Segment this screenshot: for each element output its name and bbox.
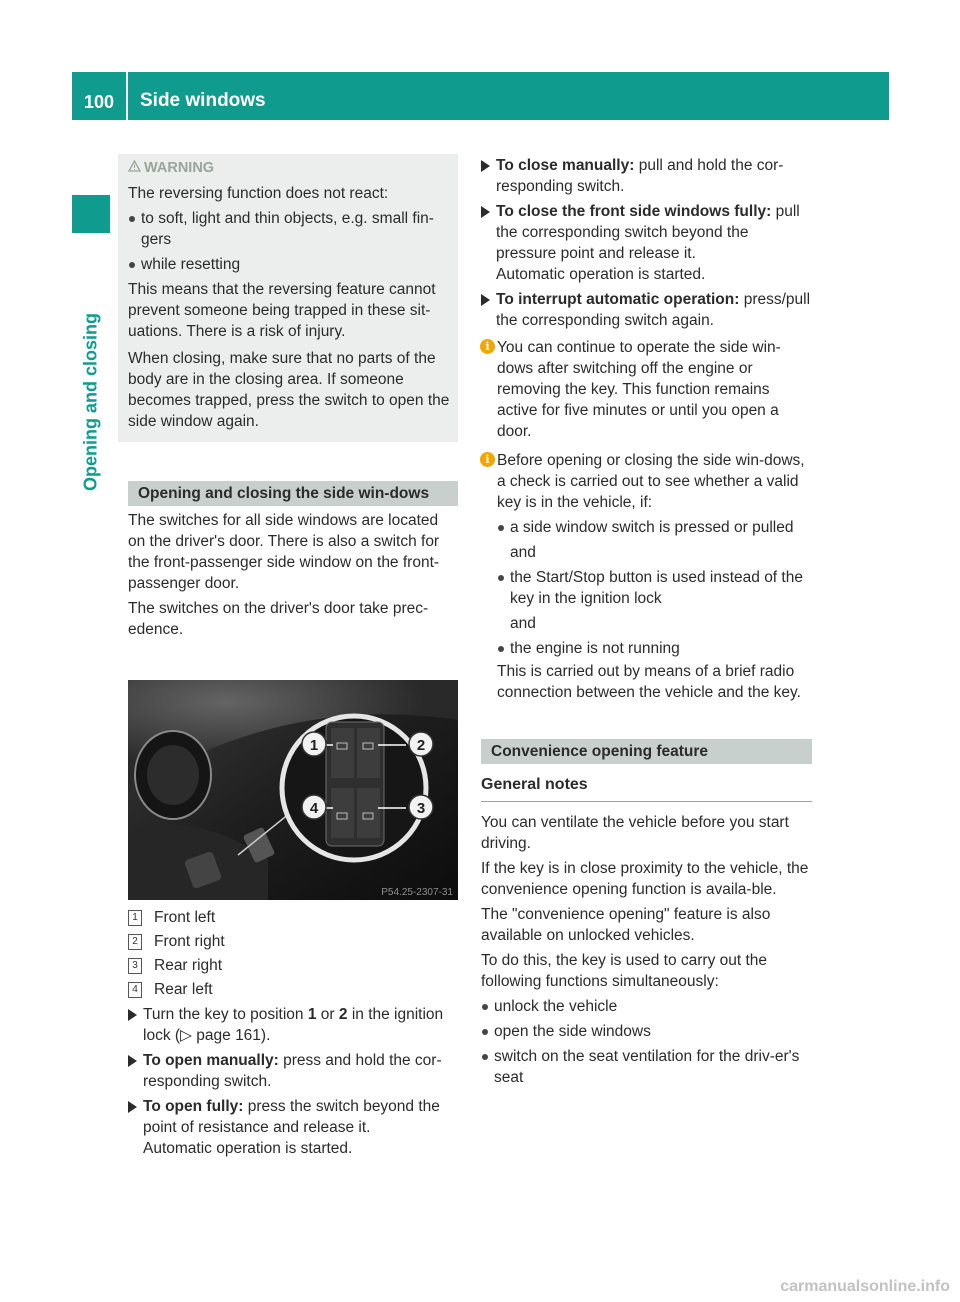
legend-item: 2 Front right <box>128 931 458 952</box>
list-item: to soft, light and thin objects, e.g. small fin-gers <box>128 208 452 250</box>
section-tab-marker <box>72 195 110 233</box>
legend-item: 3 Rear right <box>128 955 458 976</box>
warning-box <box>118 154 458 442</box>
list-item: the Start/Stop button is used instead of the key in the ignition lock <box>497 567 812 609</box>
watermark: carmanualsonline.info <box>780 1278 950 1295</box>
paragraph: To do this, the key is used to carry out the following functions simultaneously: <box>481 952 768 990</box>
section-heading: Opening and closing the side win-dows <box>128 481 458 506</box>
legend-item: 4 Rear left <box>128 979 458 1000</box>
step-arrow-icon <box>128 1055 137 1067</box>
warning-heading <box>128 158 452 179</box>
section-tab <box>72 252 110 552</box>
instruction-step: To close manually: pull and hold the cor-responding switch. <box>481 155 812 197</box>
step-arrow-icon <box>481 294 490 306</box>
warning-intro: The reversing function does not react: <box>128 185 389 202</box>
step-arrow-icon <box>128 1101 137 1113</box>
callout-1 <box>302 732 326 756</box>
list-item: unlock the vehicle <box>481 996 812 1017</box>
step-arrow-icon <box>128 1009 137 1021</box>
page-ref-link[interactable]: page 161). <box>191 1027 271 1044</box>
conjunction: and <box>510 615 536 632</box>
header-divider <box>126 72 128 120</box>
right-column <box>481 155 812 1088</box>
window-switch-photo <box>128 680 458 900</box>
page-ref-icon: ▷ <box>180 1027 192 1044</box>
step-arrow-icon <box>481 160 490 172</box>
warning-triangle-icon <box>128 158 144 179</box>
callout-4 <box>302 795 326 819</box>
instruction-step: To interrupt automatic operation: press/pull the corresponding switch again. <box>481 289 812 331</box>
page-number: 100 <box>83 92 115 112</box>
instruction-step: To open manually: press and hold the cor-responding switch. <box>128 1050 458 1092</box>
step-arrow-icon <box>481 206 490 218</box>
paragraph: The switches on the driver's door take prec-edence. <box>128 600 429 638</box>
list-item: the engine is not running <box>497 638 812 659</box>
svg-text:2: 2 <box>416 737 426 754</box>
paragraph: You can ventilate the vehicle before you start driving. <box>481 814 789 852</box>
info-note: i Before opening or closing the side win-dows, a check is carried out to see whether a valid key is in the vehicle, if: a side window switch is pressed or pulled and the Start/Stop button is used instead of the key in the ignition lock and the engine is not running This is carried out by means of a brief radio connection between the vehicle and the key. <box>481 450 812 703</box>
page-title: Side windows <box>140 90 266 111</box>
warning-paragraph: This means that the reversing feature cannot prevent someone being trapped in these sit-uations. There is a risk of injury. <box>128 281 436 340</box>
paragraph: The switches for all side windows are located on the driver's door. There is also a switch for the front-passenger side window on the front-passenger door. <box>128 512 440 592</box>
list-item: switch on the seat ventilation for the driv-er's seat <box>481 1046 812 1088</box>
warning-title: WARNING <box>144 160 215 176</box>
conjunction: and <box>510 544 536 561</box>
instruction-step: Turn the key to position 1 or 2 in the ignition lock (▷ page 161). <box>128 1004 458 1046</box>
image-code: P54.25-2307-31 <box>381 887 453 898</box>
legend-item: 1 Front left <box>128 907 458 928</box>
subheading: General notes <box>481 774 812 802</box>
instruction-step: To open fully: press the switch beyond the point of resistance and release it. Automatic operation is started. <box>128 1096 458 1159</box>
svg-text:4: 4 <box>309 800 319 817</box>
warning-paragraph: When closing, make sure that no parts of the body are in the closing area. If someone becomes trapped, press the switch to open the side window again. <box>128 350 450 430</box>
paragraph: The "convenience opening" feature is also available on unlocked vehicles. <box>481 906 771 944</box>
list-item: a side window switch is pressed or pulled <box>497 517 812 538</box>
legend-and-steps <box>128 907 458 1159</box>
section-tab-label: Opening and closing <box>80 312 101 492</box>
paragraph: If the key is in close proximity to the vehicle, the convenience opening function is availa-ble. <box>481 860 809 898</box>
instruction-step: To close the front side windows fully: pull the corresponding switch beyond the pressure point and release it. Automatic operation is started. <box>481 201 812 285</box>
svg-text:3: 3 <box>416 800 426 817</box>
info-icon: i <box>480 339 495 354</box>
left-column <box>128 481 458 640</box>
callout-2 <box>409 732 433 756</box>
list-item: open the side windows <box>481 1021 812 1042</box>
section-heading: Convenience opening feature <box>481 739 812 764</box>
list-item: while resetting <box>128 254 452 275</box>
info-icon: i <box>480 452 495 467</box>
info-note: i You can continue to operate the side win-dows after switching off the engine or removing the key. This function remains active for five minutes or until you open a door. <box>481 337 812 442</box>
svg-text:1: 1 <box>309 737 319 754</box>
callout-3 <box>409 795 433 819</box>
